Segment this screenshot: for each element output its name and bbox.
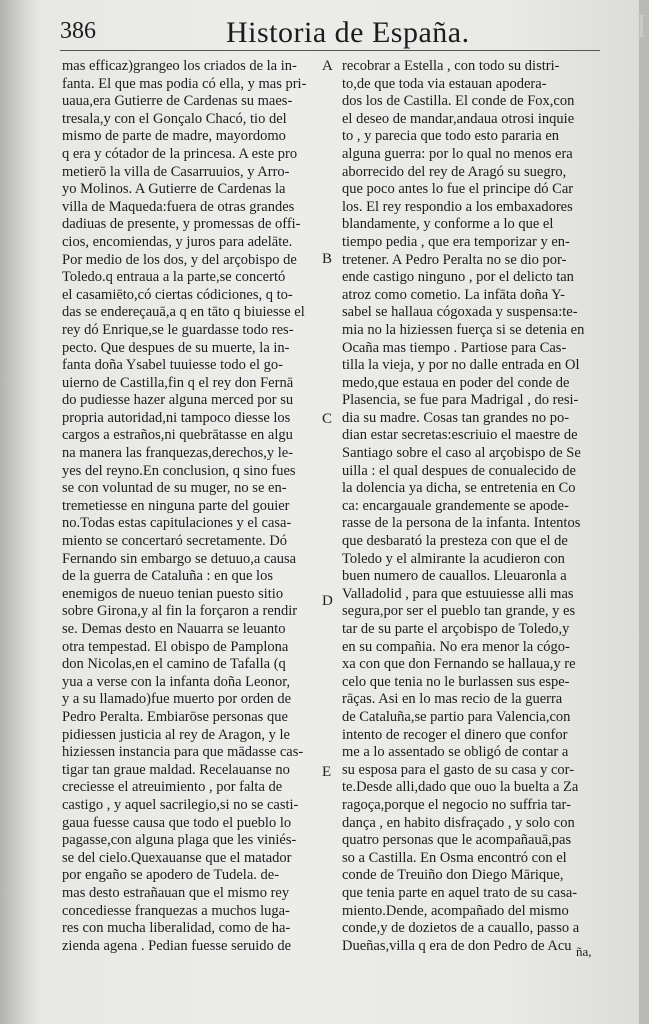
text-line: to,de que toda via estauan apodera-	[342, 75, 547, 92]
text-line: mia no la hiziessen fuerça si se detenia en	[342, 321, 585, 338]
text-line: Plasencia, se fue para Madrigal , do resi-	[342, 392, 579, 409]
text-line: me a lo assentado se obligó de contar a	[342, 744, 569, 761]
text-line: Fernando sin embargo se detuuo,a causa	[62, 550, 297, 567]
text-line: sobre Girona,y al fin la forçaron a rendir	[62, 603, 298, 620]
text-line: Valladolid , para que estuuiesse alli mas	[342, 585, 574, 602]
text-line: Por medio de los dos, y del arçobispo de	[62, 251, 297, 268]
text-line: conde de Treuiño don Diego Mārique,	[342, 867, 564, 884]
text-line: que desbarató la presteza con que el de	[342, 533, 568, 550]
text-line: aborrecido del rey de Aragó su suegro,	[342, 163, 567, 180]
text-line: intento de recoger el dinero que confor	[342, 726, 568, 743]
text-line: mas efficaz)grangeo los criados de la in-	[62, 58, 297, 74]
text-line: uaua,era Gutierre de Cardenas su maes-	[62, 93, 293, 110]
text-line: tar de su parte el arçobispo de Toledo,y	[342, 621, 570, 637]
text-line: celo que tenia no le burlassen sus espe-	[342, 673, 570, 690]
text-line: villa de Maqueda:fuera de otras grandes	[62, 198, 295, 215]
text-line: que poco antes lo fue el principe dó Car	[342, 181, 574, 198]
text-line: recobrar a Estella , con todo su distri-	[342, 58, 560, 74]
text-line: so a Castilla. En Osma encontró con el	[342, 849, 567, 866]
text-line: y a su llamado)fue muerto por orden de	[62, 691, 292, 708]
text-line: dos los de Castilla. El conde de Fox,con	[342, 93, 575, 110]
text-line: el deseo de mandar,andaua otrosi inquie	[342, 110, 575, 127]
text-line: Pedro Peralta. Embiarōse personas que	[62, 708, 288, 725]
text-line: su esposa para el gasto de su casa y cor-	[342, 761, 575, 778]
text-line: no.Todas estas capitulaciones y el casa-	[62, 515, 292, 532]
text-line: dia su madre. Cosas tan grandes no po-	[342, 409, 570, 426]
text-line: pecto. Que despues de su muerte, la in-	[62, 339, 290, 356]
text-line: por engaño se apodero de Tudela. de-	[62, 867, 280, 884]
section-marker-b: B	[322, 251, 333, 267]
text-line: yo Molinos. A Gutierre de Cardenas la	[62, 181, 286, 198]
text-line: dança , en habito disfraçado , y solo con	[342, 814, 575, 831]
text-line: creciesse el atreuimiento , por falta de	[62, 779, 283, 796]
text-line: que tenia parte en aquel trato de su casa-	[342, 884, 578, 901]
text-line: hiziessen instancia para que mādasse cas-	[62, 744, 304, 761]
text-line: se con voluntad de su muger, no se en-	[62, 480, 287, 497]
text-line: otra tempestad. El obispo de Pamplona	[62, 638, 289, 655]
text-line: Santiago sobre el caso al arçobispo de Se	[342, 445, 581, 462]
text-line: de la guerra de Cataluña : en que los	[62, 568, 273, 585]
text-line: enemigos de nueuo tenian puesto sitio	[62, 585, 284, 602]
text-line: fanta. El que mas podia có ella, y mas pri-	[62, 75, 307, 92]
text-line: cios, encomiendas, y juros para adelāte.	[62, 233, 293, 250]
text-line: se del cielo.Quexauanse que el matador	[62, 849, 292, 866]
text-line: yes del reyno.En conclusion, q sino fues	[62, 462, 296, 479]
section-marker-c: C	[322, 411, 333, 427]
text-line: sabel se hallaua cógoxada y suspensa:te-	[342, 304, 578, 321]
text-line: conde,y de dozietos de a cauallo, passo a	[342, 920, 580, 937]
running-title: Historia de España.	[226, 16, 470, 49]
text-line: en su compañia. No era menor la cógo-	[342, 638, 570, 655]
text-line: ragoça,porque el negocio no suffria tar-	[342, 796, 571, 813]
text-line: tresala,y con el Gonçalo Chacó, tio del	[62, 110, 287, 127]
text-line: do pudiesse hazer alguna merced por su	[62, 392, 294, 409]
text-line: miento se concertaró secretamente. Dó	[62, 533, 288, 550]
text-line: segura,por ser el pueblo tan grande, y es	[342, 603, 576, 620]
text-line: el casamiēto,có ciertas códiciones, q to-	[62, 286, 293, 303]
text-line: tiempo pedia , que era temporizar y en-	[342, 233, 570, 250]
text-line: Toledo.q entraua a la parte,se concertó	[62, 269, 286, 286]
text-line: dian estar secretas:escriuio el maestre de	[342, 427, 578, 444]
text-line: de Cataluña,se partio para Valencia,con	[342, 708, 571, 725]
text-line: medo,que estaua en poder del conde de	[342, 374, 570, 391]
text-line: pagasse,con alguna plaga que les viniés-	[62, 832, 297, 849]
section-marker-a: A	[322, 58, 333, 74]
text-line: la dolencia ya dicha, se entretenia en Co	[342, 480, 576, 497]
text-line: res con mucha liberalidad, como de ha-	[62, 920, 291, 937]
text-line: uierno de Castilla,fin q el rey don Fernā	[62, 374, 294, 391]
right-column	[342, 58, 600, 955]
page-header	[0, 14, 639, 54]
text-line: quatro personas que le acompañauā,pas	[342, 832, 572, 849]
bleed-through-text: I	[635, 8, 649, 45]
text-line: concediesse franquezas a muchos luga-	[62, 902, 290, 919]
text-line: tigar tan graue maldad. Recelauanse no	[62, 761, 290, 778]
text-line: te.Desde alli,dado que ouo la buelta a Za	[342, 779, 579, 796]
left-column	[62, 58, 320, 955]
text-line: Ocaña mas tiempo . Partiose para Cas-	[342, 339, 567, 356]
text-line: ca: encargauale grandemente se apode-	[342, 497, 569, 514]
text-line: tretener. A Pedro Peralta no se dio por-	[342, 251, 567, 268]
text-line: uilla : el qual despues de conualecido de	[342, 462, 576, 479]
text-line: das se endereçauā,a q en tāto q biuiesse el	[62, 304, 305, 321]
header-rule	[60, 50, 600, 51]
section-marker-e: E	[322, 764, 332, 780]
section-marker-d: D	[322, 593, 333, 609]
text-line: metierō la villa de Casarruuios, y Arro-	[62, 163, 290, 180]
text-line: propria autoridad,ni tampoco diesse los	[62, 409, 291, 426]
page-number: 386	[60, 18, 96, 44]
text-line: mas desto estrañauan que el mismo rey	[62, 884, 290, 901]
text-line: cargos a estraños,ni quebrātasse en algu	[62, 427, 293, 444]
text-line: to , y parecia que todo esto pararia en	[342, 128, 560, 145]
text-line: tremetiesse en ninguna parte del gouier	[62, 497, 290, 514]
text-line: ende castigo ninguno , por el delicto tan	[342, 269, 574, 286]
text-line: Dueñas,villa q era de don Pedro de Acu	[342, 937, 572, 954]
text-line: na manera las franquezas,derechos,y le-	[62, 445, 294, 462]
gutter-shadow	[0, 0, 40, 1024]
text-line: don Nicolas,en el camino de Tafalla (q	[62, 656, 286, 673]
text-line: yua a verse con la infanta doña Leonor,	[62, 673, 291, 690]
text-line: blandamente, y conforme a lo que el	[342, 216, 554, 233]
text-line: fanta doña Ysabel tuuiesse todo el go-	[62, 357, 283, 374]
text-line: q era y cótador de la princesa. A este pro	[62, 145, 298, 162]
text-line: dadiuas de presente, y promessas de offi-	[62, 216, 301, 233]
text-line: tilla la vieja, y por no dalle entrada en Ol	[342, 357, 580, 374]
text-line: los. El rey respondio a los embaxadores	[342, 198, 573, 215]
text-line: pidiessen justicia al rey de Aragon, y le	[62, 726, 290, 743]
catchword: ña,	[576, 944, 592, 959]
text-line: mismo de parte de madre, mayordomo	[62, 128, 286, 145]
text-line: miento.Dende, acompañado del mismo	[342, 902, 569, 919]
text-line: rāças. Asi en lo mas recio de la guerra	[342, 691, 563, 708]
text-line: rey dó Enrique,se le guardasse todo res-	[62, 321, 294, 338]
text-line: xa con que don Fernando se hallaua,y re	[342, 656, 576, 673]
text-line: gaua fuesse causa que todo el pueblo lo	[62, 814, 292, 831]
text-line: alguna guerra: por lo qual no menos era	[342, 145, 573, 162]
text-line: castigo , y aquel sacrilegio,si no se casti-	[62, 796, 299, 813]
text-line: rasse de la persona de la infanta. Intentos	[342, 515, 581, 532]
text-line: atroz como cometio. La infāta doña Y-	[342, 286, 565, 303]
text-line: zienda agena . Pedian fuesse seruido de	[62, 937, 292, 954]
text-line: buen numero de cauallos. Lleuaronla a	[342, 568, 567, 585]
text-line: Toledo y el almirante la acudieron con	[342, 550, 565, 567]
text-line: se. Demas desto en Nauarra se leuanto	[62, 621, 286, 637]
